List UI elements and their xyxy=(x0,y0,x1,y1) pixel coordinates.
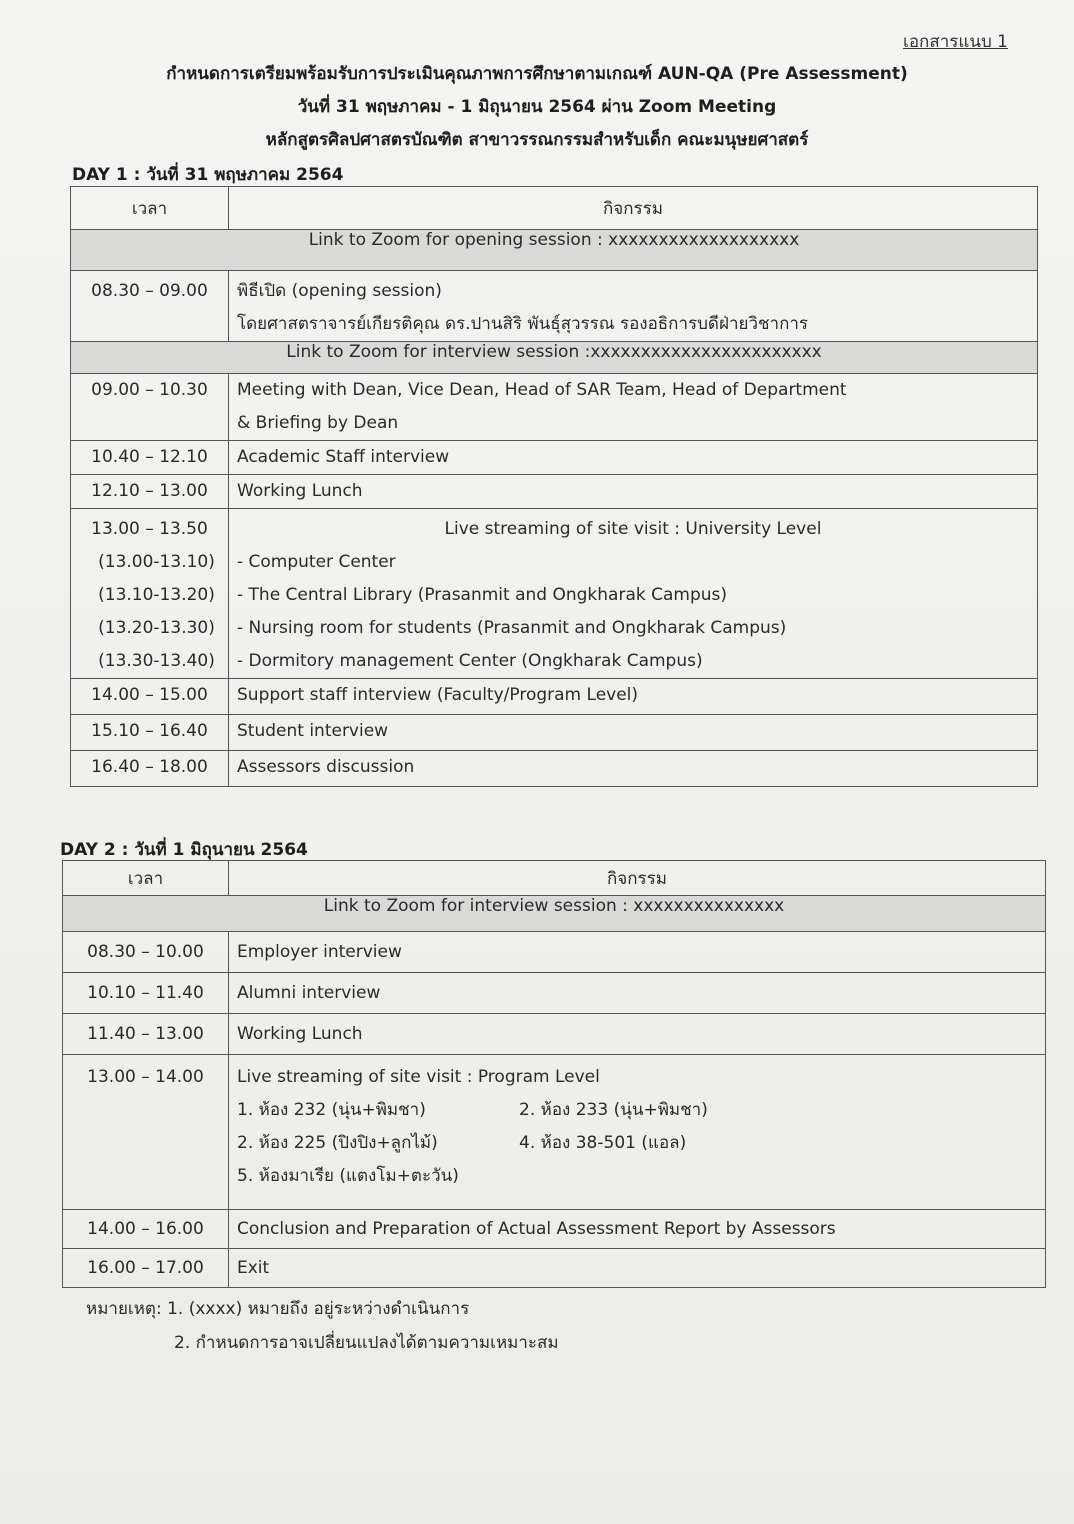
time-cell: 14.00 – 16.00 xyxy=(63,1210,229,1249)
zoom-link-opening: Link to Zoom for opening session : xxxxxxxxxxxxxxxxxxx xyxy=(71,230,1038,271)
activity-cell xyxy=(229,509,1038,679)
table-row xyxy=(71,271,1038,342)
activity-line: Meeting with Dean, Vice Dean, Head of SAR Team, Head of Department xyxy=(237,380,847,400)
time-cell: 11.40 – 13.00 xyxy=(63,1014,229,1055)
room-list xyxy=(237,1094,1037,1193)
day2-schedule-table xyxy=(62,860,1046,1288)
activity-line: พิธีเปิด (opening session) xyxy=(237,281,442,301)
note-1: หมายเหตุ: 1. (xxxx) หมายถึง อยู่ระหว่างดำเนินการ xyxy=(86,1299,470,1319)
time-cell: 16.00 – 17.00 xyxy=(63,1249,229,1288)
time-line: (13.10-13.20) xyxy=(98,585,215,605)
activity-line: โดยศาสตราจารย์เกียรติคุณ ดร.ปานสิริ พันธุ์สุวรรณ รองอธิการบดีฝ่ายวิชาการ xyxy=(237,314,809,334)
activity-cell: Working Lunch xyxy=(229,1014,1046,1055)
table-row xyxy=(71,374,1038,441)
column-header-time: เวลา xyxy=(71,187,229,230)
site-visit-title: Live streaming of site visit : Program Level xyxy=(237,1067,600,1087)
time-line: (13.30-13.40) xyxy=(98,651,215,671)
time-line: (13.20-13.30) xyxy=(98,618,215,638)
activity-cell: Working Lunch xyxy=(229,475,1038,509)
activity-cell: Exit xyxy=(229,1249,1046,1288)
table-row xyxy=(63,1055,1046,1210)
table-row xyxy=(71,751,1038,787)
notes xyxy=(86,1292,559,1360)
zoom-link-interview: Link to Zoom for interview session :xxxxxxxxxxxxxxxxxxxxxxx xyxy=(71,342,1038,374)
time-cell: 10.40 – 12.10 xyxy=(71,441,229,475)
table-row xyxy=(63,932,1046,973)
activity-line: - Nursing room for students (Prasanmit and Ongkharak Campus) xyxy=(237,618,787,638)
document-header xyxy=(0,58,1074,157)
table-row xyxy=(63,1014,1046,1055)
time-cell: 08.30 – 10.00 xyxy=(63,932,229,973)
activity-cell: Alumni interview xyxy=(229,973,1046,1014)
table-header-row xyxy=(71,187,1038,230)
activity-cell xyxy=(229,374,1038,441)
room-item: 4. ห้อง 38-501 (แอล) xyxy=(519,1133,687,1153)
zoom-link-interview: Link to Zoom for interview session : xxxxxxxxxxxxxxx xyxy=(63,896,1046,932)
activity-cell: Conclusion and Preparation of Actual Assessment Report by Assessors xyxy=(229,1210,1046,1249)
day1-label: DAY 1 : วันที่ 31 พฤษภาคม 2564 xyxy=(72,165,344,185)
time-cell xyxy=(71,509,229,679)
activity-cell: Assessors discussion xyxy=(229,751,1038,787)
table-header-row xyxy=(63,861,1046,896)
table-row xyxy=(71,441,1038,475)
table-row xyxy=(71,679,1038,715)
table-row xyxy=(63,1210,1046,1249)
activity-cell: Academic Staff interview xyxy=(229,441,1038,475)
day2-label: DAY 2 : วันที่ 1 มิถุนายน 2564 xyxy=(60,840,308,860)
room-item: 5. ห้องมาเรีย (แตงโม+ตะวัน) xyxy=(237,1166,459,1186)
header-line-3: หลักสูตรศิลปศาสตรบัณฑิต สาขาวรรณกรรมสำหรับเด็ก คณะมนุษยศาสตร์ xyxy=(265,130,809,150)
column-header-activity: กิจกรรม xyxy=(229,861,1046,896)
time-line: 13.00 – 13.50 xyxy=(91,519,208,539)
time-cell: 09.00 – 10.30 xyxy=(71,374,229,441)
time-cell: 13.00 – 14.00 xyxy=(63,1055,229,1210)
activity-cell: Student interview xyxy=(229,715,1038,751)
time-cell: 10.10 – 11.40 xyxy=(63,973,229,1014)
room-item: 2. ห้อง 225 (ปิงปิง+ลูกไม้) xyxy=(237,1133,438,1153)
note-2: 2. กำหนดการอาจเปลี่ยนแปลงได้ตามความเหมาะสม xyxy=(174,1333,559,1353)
activity-cell xyxy=(229,1055,1046,1210)
activity-line: - The Central Library (Prasanmit and Ongkharak Campus) xyxy=(237,585,728,605)
header-line-1: กำหนดการเตรียมพร้อมรับการประเมินคุณภาพการศึกษาตามเกณฑ์ AUN-QA (Pre Assessment) xyxy=(166,64,908,84)
time-line: (13.00-13.10) xyxy=(98,552,215,572)
column-header-time: เวลา xyxy=(63,861,229,896)
activity-cell: Employer interview xyxy=(229,932,1046,973)
header-line-2: วันที่ 31 พฤษภาคม - 1 มิถุนายน 2564 ผ่าน Zoom Meeting xyxy=(297,97,777,117)
column-header-activity: กิจกรรม xyxy=(229,187,1038,230)
link-row xyxy=(71,230,1038,271)
table-row xyxy=(63,1249,1046,1288)
table-row xyxy=(71,509,1038,679)
activity-cell: Support staff interview (Faculty/Program Level) xyxy=(229,679,1038,715)
table-row xyxy=(71,475,1038,509)
time-cell: 16.40 – 18.00 xyxy=(71,751,229,787)
table-row xyxy=(63,973,1046,1014)
time-cell: 08.30 – 09.00 xyxy=(71,271,229,342)
time-cell: 15.10 – 16.40 xyxy=(71,715,229,751)
site-visit-title: Live streaming of site visit : University Level xyxy=(444,519,822,539)
time-cell: 14.00 – 15.00 xyxy=(71,679,229,715)
activity-line: - Dormitory management Center (Ongkharak Campus) xyxy=(237,651,703,671)
table-row xyxy=(71,715,1038,751)
time-cell: 12.10 – 13.00 xyxy=(71,475,229,509)
activity-cell xyxy=(229,271,1038,342)
activity-line: & Briefing by Dean xyxy=(237,413,399,433)
room-item: 2. ห้อง 233 (นุ่น+พิมชา) xyxy=(519,1100,708,1120)
link-row xyxy=(63,896,1046,932)
link-row xyxy=(71,342,1038,374)
activity-line: - Computer Center xyxy=(237,552,396,572)
room-item: 1. ห้อง 232 (นุ่น+พิมชา) xyxy=(237,1100,426,1120)
day1-schedule-table xyxy=(70,186,1038,787)
annex-label: เอกสารแนบ 1 xyxy=(903,32,1008,52)
